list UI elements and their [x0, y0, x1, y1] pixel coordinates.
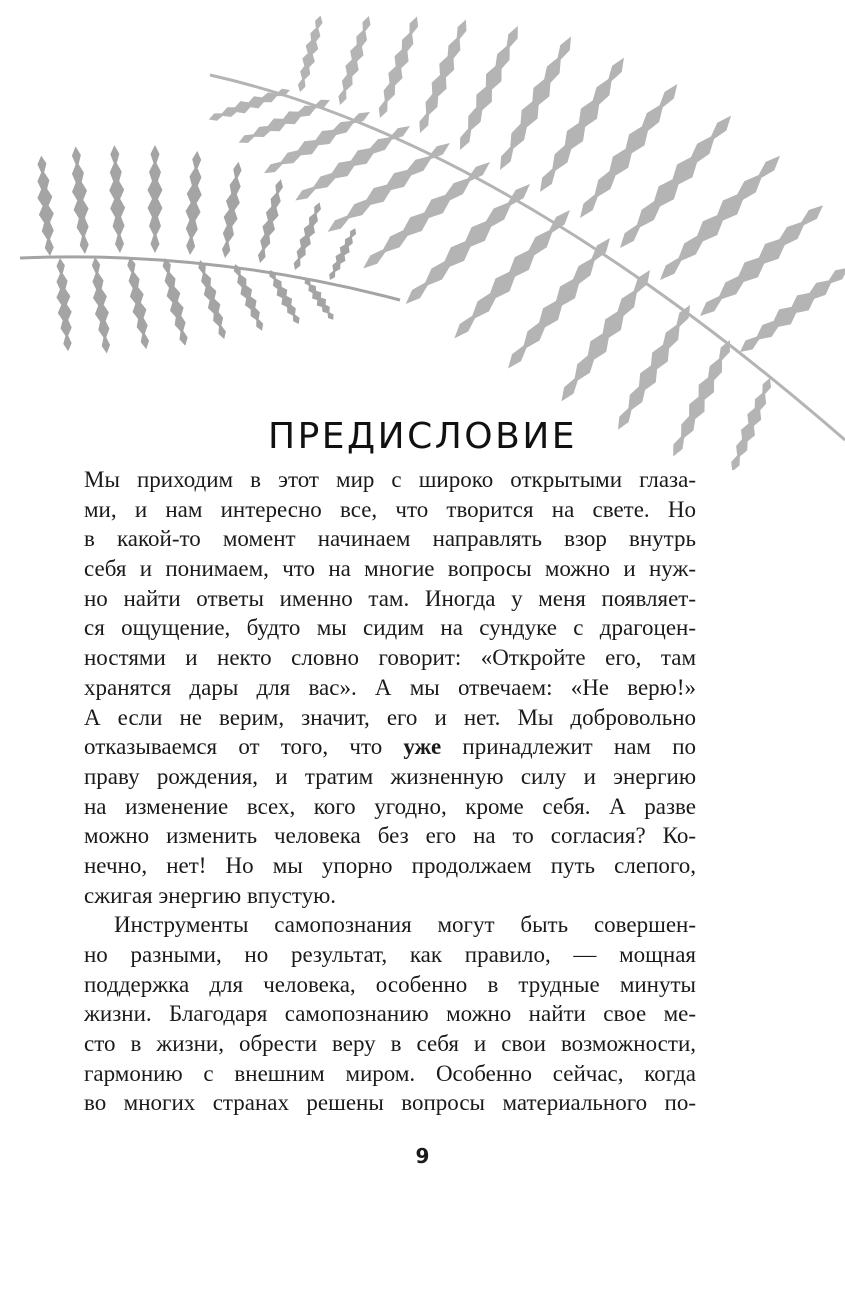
fern-right: [207, 14, 845, 470]
text-line: сто в жизни, обрести веру в себя и свои возможности,: [84, 1031, 696, 1057]
text-line: себя и понимаем, что на многие вопросы можно и нуж-: [84, 556, 696, 582]
text-line: поддержка для человека, особенно в трудные минуты: [84, 971, 696, 997]
text-line: ностями и некто словно говорит: «Откройте его, там: [84, 645, 696, 671]
text-line: на изменение всех, кого угодно, кроме себя. А разве: [84, 793, 696, 819]
text-fragment: отказываемся от того, что: [84, 734, 404, 760]
text-line: Мы приходим в этот мир с широко открытыми глаза-: [84, 467, 696, 492]
text-line: ми, и нам интересно все, что творится на свете. Но: [84, 496, 696, 522]
text-line: гармонию с внешним миром. Особенно сейчас, когда: [84, 1060, 696, 1086]
text-line: во многих странах решены вопросы материального по-: [84, 1090, 696, 1116]
text-line: ся ощущение, будто мы сидим на сундуке с драгоцен-: [84, 615, 696, 641]
text-line: Инструменты самопознания могут быть совершен-: [114, 912, 696, 938]
chapter-title: ПРЕДИСЛОВИЕ: [268, 416, 577, 458]
text-line: сжигая энергию впустую.: [84, 882, 337, 908]
text-line: А если не верим, значит, его и нет. Мы добровольно: [84, 704, 696, 730]
text-line: но найти ответы именно там. Иногда у меня появляет-: [84, 585, 696, 611]
text-line-with-emphasis: [84, 732, 696, 762]
text-fragment: принадлежит нам по: [441, 734, 696, 760]
text-line: нечно, нет! Но мы упорно продолжаем путь слепого,: [84, 852, 696, 878]
page-number: 9: [415, 1144, 430, 1168]
text-line: жизни. Благодаря самопознанию можно найти свое ме-: [84, 1001, 696, 1027]
body-text: [84, 465, 696, 1118]
text-line: в какой-то момент начинаем направлять взор внутрь: [84, 526, 696, 552]
fern-decoration: [0, 0, 845, 470]
text-line: но разными, но результат, как правило, — мощная: [84, 942, 696, 967]
fern-left: [20, 145, 400, 355]
text-line: хранятся дары для вас». А мы отвечаем: «Не верю!»: [84, 674, 696, 700]
text-line: можно изменить человека без его на то согласия? Ко-: [84, 823, 696, 849]
emphasis-word: уже: [403, 734, 442, 760]
text-line: праву рождения, и тратим жизненную силу и энергию: [84, 763, 696, 789]
